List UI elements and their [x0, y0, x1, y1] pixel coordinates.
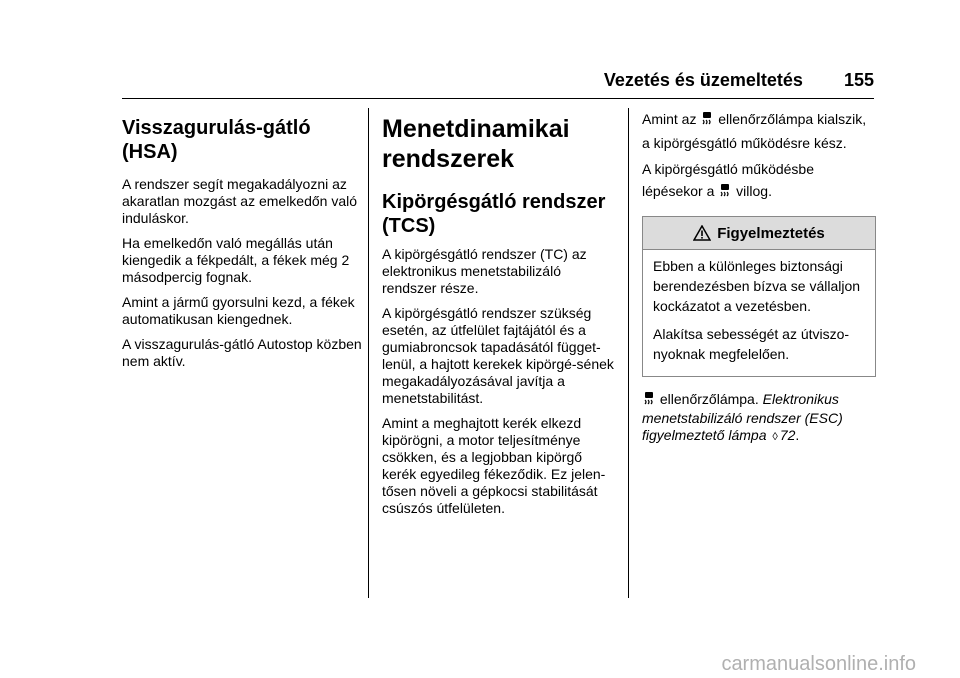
reference-page[interactable]: 72: [779, 427, 796, 443]
tcs-warning-lamp-icon: [644, 392, 654, 410]
page-header: [0, 70, 874, 91]
column-divider-1: [368, 108, 369, 598]
warning-title: Figyelmeztetés: [717, 224, 825, 242]
hsa-heading: Visszagurulás-gátló (HSA): [122, 117, 311, 163]
tcs-warning-lamp-icon: [720, 182, 730, 204]
tcs-paragraph-3: Amint a meghajtott kerék elkezd kipörögni, a motor teljesítménye csökken, és a legjobban kipörgő kerék egyedileg fékeződik. Ez jelen-tősen növeli a gépkocsi stabilitását csúszós útfelületen.: [382, 415, 606, 516]
hsa-paragraph-1: A rendszer segít megakadályozni az akaratlan mozgást az emelkedőn való induláskor.: [122, 176, 358, 226]
tcs-heading: Kipörgésgátló rendszer (TCS): [382, 191, 606, 237]
tcs-status-paragraph-1: Amint az ellenőrzőlámpa kialszik, a kipörgésgátló működésre kész.: [642, 111, 867, 151]
column-3: [642, 108, 876, 450]
tcs-warning-lamp-icon: [702, 110, 712, 132]
warning-box: [642, 216, 876, 377]
column-divider-2: [628, 108, 629, 598]
tcs-paragraph-2: A kipörgésgátló rendszer szükség esetén, az útfelület fajtájától és a gumiabroncsok tapadásától függet-lenül, a hajtott kerekek kipörgé-sének megakadályozásával javítja a menetstabilitást.: [382, 305, 614, 406]
warning-paragraph-1: Ebben a különleges biztonsági berendezésben bízva se vállaljon kockázatot a vezetésben.: [653, 258, 861, 314]
hsa-paragraph-4: A visszagurulás-gátló Autostop közben nem aktív.: [122, 336, 362, 369]
section-title: Vezetés és üzemeltetés: [603, 70, 803, 90]
warning-triangle-icon: [693, 225, 711, 241]
column-1: [122, 108, 362, 378]
hsa-paragraph-2: Ha emelkedőn való megállás után kiengedik a fékpedált, a fékek még 2 másodpercig fognak.: [122, 235, 350, 285]
reference-link-text[interactable]: Elektronikus menetstabilizáló rendszer (ESC) figyelmeztető lámpa: [642, 391, 843, 443]
hsa-paragraph-3: Amint a jármű gyorsulni kezd, a fékek automatikusan kiengednek.: [122, 294, 355, 327]
column-2: [382, 108, 618, 525]
tcs-paragraph-1: A kipörgésgátló rendszer (TC) az elektronikus menetstabilizáló rendszer része.: [382, 246, 587, 296]
chapter-heading: Menetdinamikai rendszerek: [382, 115, 570, 173]
warning-body: [643, 250, 875, 376]
page-number: 155: [843, 70, 874, 90]
watermark: carmanualsonline.info: [721, 653, 916, 675]
tcs-status-paragraph-2: A kipörgésgátló működésbe lépésekor a villog.: [642, 158, 876, 204]
warning-paragraph-2: Alakítsa sebességét az útviszo-nyoknak megfelelően.: [653, 326, 850, 362]
reference-note: ellenőrzőlámpa. Elektronikus menetstabilizáló rendszer (ESC) figyelmeztető lámpa ◊ 72.: [642, 391, 843, 443]
warning-header: [643, 217, 875, 250]
header-rule: [122, 98, 874, 99]
reference-arrow-icon: ◊: [772, 431, 778, 443]
